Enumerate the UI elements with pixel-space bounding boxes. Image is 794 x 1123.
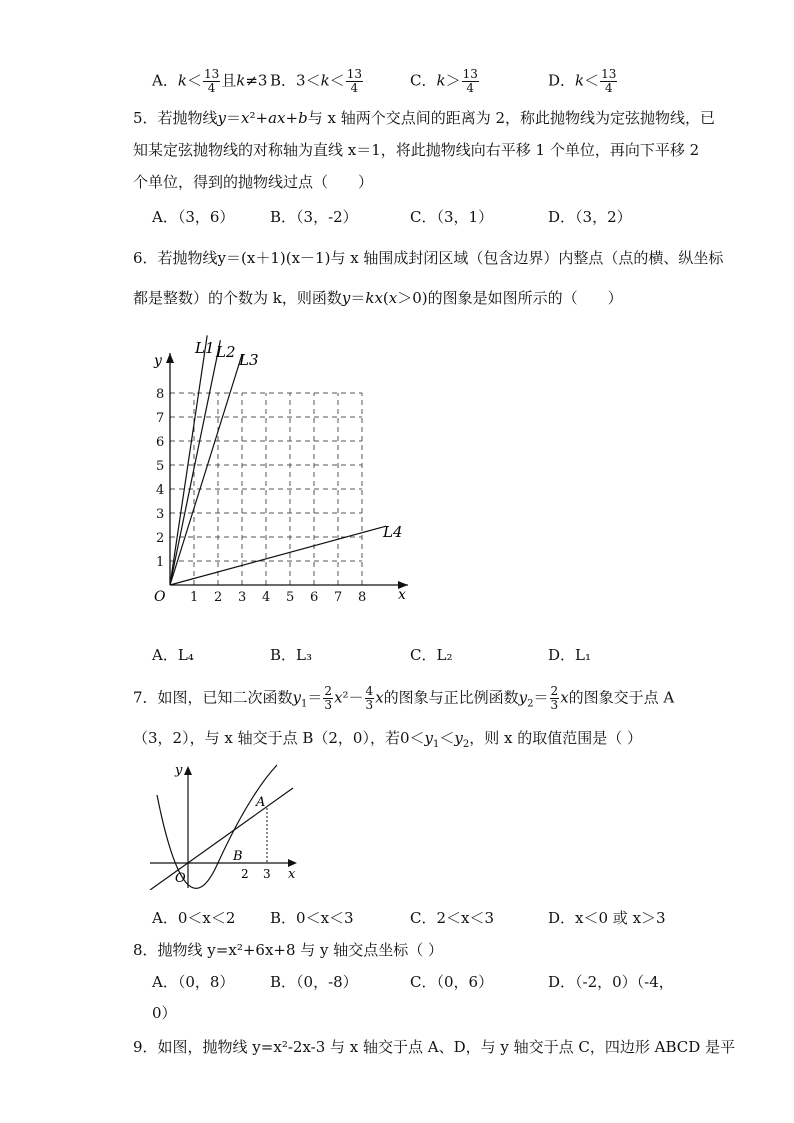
q4-option-b: B．3＜k＜ $\frac{13}{4}$ bbox=[270, 67, 362, 95]
q7-option-d: D．x＜0 或 x＞3 bbox=[548, 909, 666, 927]
q5-line-3: 个单位，得到的抛物线过点（ ） bbox=[133, 173, 374, 191]
q7-point-b-label: B bbox=[233, 849, 243, 864]
q5-line-1: 5．若抛物线y＝x²+ax+b与 x 轴两个交点间的距离为 2，称此抛物线为定弦抛物线，已 bbox=[133, 109, 716, 127]
q6-y-tick-label: 8 bbox=[156, 387, 165, 402]
q6-x-tick-label: 4 bbox=[262, 590, 271, 605]
q6-x-tick-label: 6 bbox=[310, 590, 319, 605]
q6-line-l3 bbox=[170, 355, 242, 585]
q8-line-1: 8．抛物线 y=x²+6x+8 与 y 轴交点坐标（ ） bbox=[133, 941, 444, 959]
q7-origin-label: O bbox=[175, 871, 186, 886]
q6-y-tick-label: 2 bbox=[156, 531, 165, 546]
q6-x-tick-label: 2 bbox=[214, 590, 223, 605]
q5-option-d: D．（3，2） bbox=[548, 208, 632, 226]
q6-line-label-l2: L2 bbox=[216, 343, 236, 361]
q5-option-a: A．（3，6） bbox=[152, 208, 235, 226]
q6-x-tick-label: 5 bbox=[286, 590, 295, 605]
q6-y-tick-label: 6 bbox=[156, 435, 165, 450]
q7-option-c: C．2＜x＜3 bbox=[410, 909, 495, 927]
q7-line-1: 7．如图，已知二次函数$y_1=$ $\frac{2}{3}$ x²－ $\frac{4}{3}$ x的图象与正比例函数$y_2=$ $\frac{2}{3}$ x的图象交于点 A bbox=[133, 684, 675, 712]
q5-option-c: C．（3，1） bbox=[410, 208, 494, 226]
q4-option-d: D．k＜ $\frac{13}{4}$ bbox=[548, 67, 617, 95]
q6-option-d: D．L₁ bbox=[548, 646, 592, 664]
q5-option-b: B．（3，-2） bbox=[270, 208, 358, 226]
q6-line-l2 bbox=[170, 340, 220, 585]
q8-option-c: C．（0，6） bbox=[410, 973, 494, 991]
q8-option-d: D．（-2，0）（-4， bbox=[548, 973, 674, 991]
q4-option-c: C．k＞ $\frac{13}{4}$ bbox=[410, 67, 478, 95]
q6-line-label-l4: L4 bbox=[383, 523, 403, 541]
q6-line-2: 都是整数）的个数为 k，则函数y＝kx(x＞0)的图象是如图所示的（ ） bbox=[133, 289, 623, 307]
q4-option-a: A．k＜ $\frac{13}{4}$ 且k≠3 bbox=[152, 67, 268, 95]
q6-line-l1 bbox=[170, 335, 207, 585]
q6-y-tick-label: 5 bbox=[156, 459, 165, 474]
q7-x-axis-label: x bbox=[288, 867, 296, 882]
q5-line-2: 知某定弦抛物线的对称轴为直线 x＝1，将此抛物线向右平移 1 个单位，再向下平移 2 bbox=[133, 141, 700, 159]
q6-line-1: 6．若抛物线y＝(x＋1)(x－1)与 x 轴围成封闭区域（包含边界）内整点（点的横、纵坐标 bbox=[133, 249, 724, 267]
q6-option-b: B．L₃ bbox=[270, 646, 312, 664]
q6-x-tick-label: 7 bbox=[334, 590, 343, 605]
q8-option-b: B．（0，-8） bbox=[270, 973, 358, 991]
q6-origin-label: O bbox=[154, 589, 166, 605]
q7-line-2: （3，2），与 x 轴交于点 B（2，0），若$0<y_1<y_2$，则 x 的取值范围是（ ） bbox=[133, 729, 643, 750]
q6-y-axis-label: y bbox=[154, 353, 162, 369]
q6-x-tick-label: 1 bbox=[190, 590, 199, 605]
q6-x-tick-label: 8 bbox=[358, 590, 367, 605]
q6-x-axis-label: x bbox=[398, 587, 406, 603]
q6-y-tick-label: 1 bbox=[156, 555, 165, 570]
q6-line-l4 bbox=[170, 526, 386, 585]
q6-graph bbox=[140, 335, 420, 605]
q7-tick-2: 2 bbox=[241, 867, 249, 881]
q7-tick-3: 3 bbox=[263, 867, 271, 881]
q7-y-axis-label: y bbox=[175, 763, 183, 778]
q6-x-tick-label: 3 bbox=[238, 590, 247, 605]
q9-line-1: 9．如图，抛物线 y=x²-2x-3 与 x 轴交于点 A、D，与 y 轴交于点 C，四边形 ABCD 是平 bbox=[133, 1038, 736, 1056]
q6-option-a: A．L₄ bbox=[152, 646, 194, 664]
q6-y-tick-label: 3 bbox=[156, 507, 165, 522]
q8-option-a: A．（0，8） bbox=[152, 973, 235, 991]
q6-y-tick-label: 4 bbox=[156, 483, 165, 498]
q6-option-c: C．L₂ bbox=[410, 646, 453, 664]
q7-option-b: B．0＜x＜3 bbox=[270, 909, 354, 927]
q7-graph bbox=[145, 760, 315, 890]
q6-line-label-l3: L3 bbox=[239, 351, 259, 369]
q6-y-tick-label: 7 bbox=[156, 411, 165, 426]
q7-point-a-label: A bbox=[256, 795, 266, 810]
q6-line-label-l1: L1 bbox=[195, 339, 215, 357]
q7-option-a: A．0＜x＜2 bbox=[152, 909, 236, 927]
q8-option-d-wrap: 0） bbox=[152, 1004, 177, 1022]
